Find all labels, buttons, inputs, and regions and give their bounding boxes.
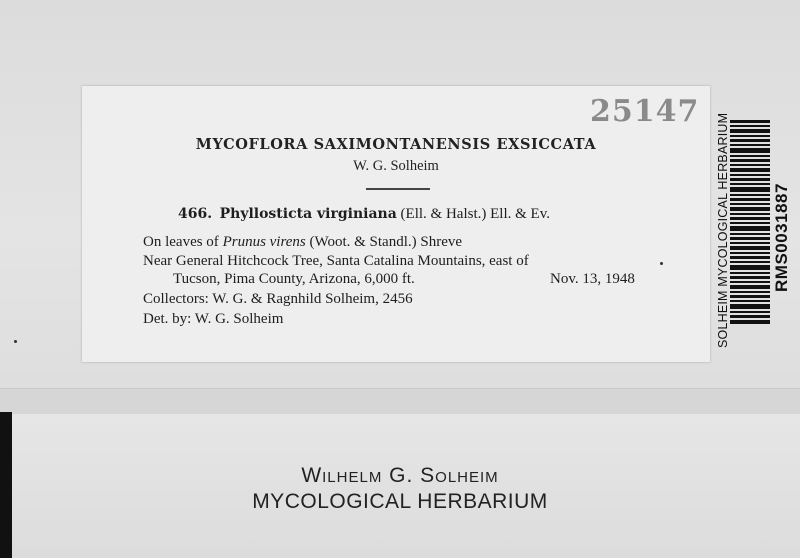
- barcode-herbarium-name: SOLHEIM MYCOLOGICAL HERBARIUM: [716, 112, 730, 348]
- barcode: [730, 120, 770, 324]
- taxon-authority: (Ell. & Halst.) Ell. & Ev.: [400, 206, 550, 222]
- barcode-catalog-number: RMS0031887: [772, 183, 791, 292]
- substrate-prefix: On leaves of: [143, 234, 219, 250]
- host-name: Prunus virens: [222, 234, 306, 250]
- accession-number: 25147: [590, 94, 700, 129]
- specimen-heading: [178, 206, 550, 223]
- locality-line-1: Near General Hitchcock Tree, Santa Catalina Mountains, east of: [143, 253, 529, 269]
- locality-line-2: Tucson, Pima County, Arizona, 6,000 ft.: [173, 271, 415, 287]
- footer-herbarium-owner: Wilhelm G. Solheim: [301, 464, 499, 487]
- series-title: MYCOFLORA SAXIMONTANENSIS EXSICCATA: [195, 136, 597, 153]
- sheet-fold-band: [0, 388, 800, 415]
- series-author: W. G. Solheim: [353, 158, 439, 174]
- speck-mark: [660, 262, 663, 265]
- speck-mark: [14, 340, 17, 343]
- determiner-line: Det. by: W. G. Solheim: [143, 311, 284, 327]
- collection-date: Nov. 13, 1948: [550, 271, 635, 287]
- title-divider: [366, 188, 430, 190]
- specimen-number: 466.: [178, 206, 213, 222]
- taxon-name: Phyllosticta virginiana: [219, 206, 397, 222]
- substrate-line: [143, 234, 462, 251]
- host-authority: (Woot. & Standl.) Shreve: [309, 234, 463, 250]
- collectors-line: Collectors: W. G. & Ragnhild Solheim, 2456: [143, 291, 413, 307]
- footer-herbarium-name: MYCOLOGICAL HERBARIUM: [252, 490, 548, 513]
